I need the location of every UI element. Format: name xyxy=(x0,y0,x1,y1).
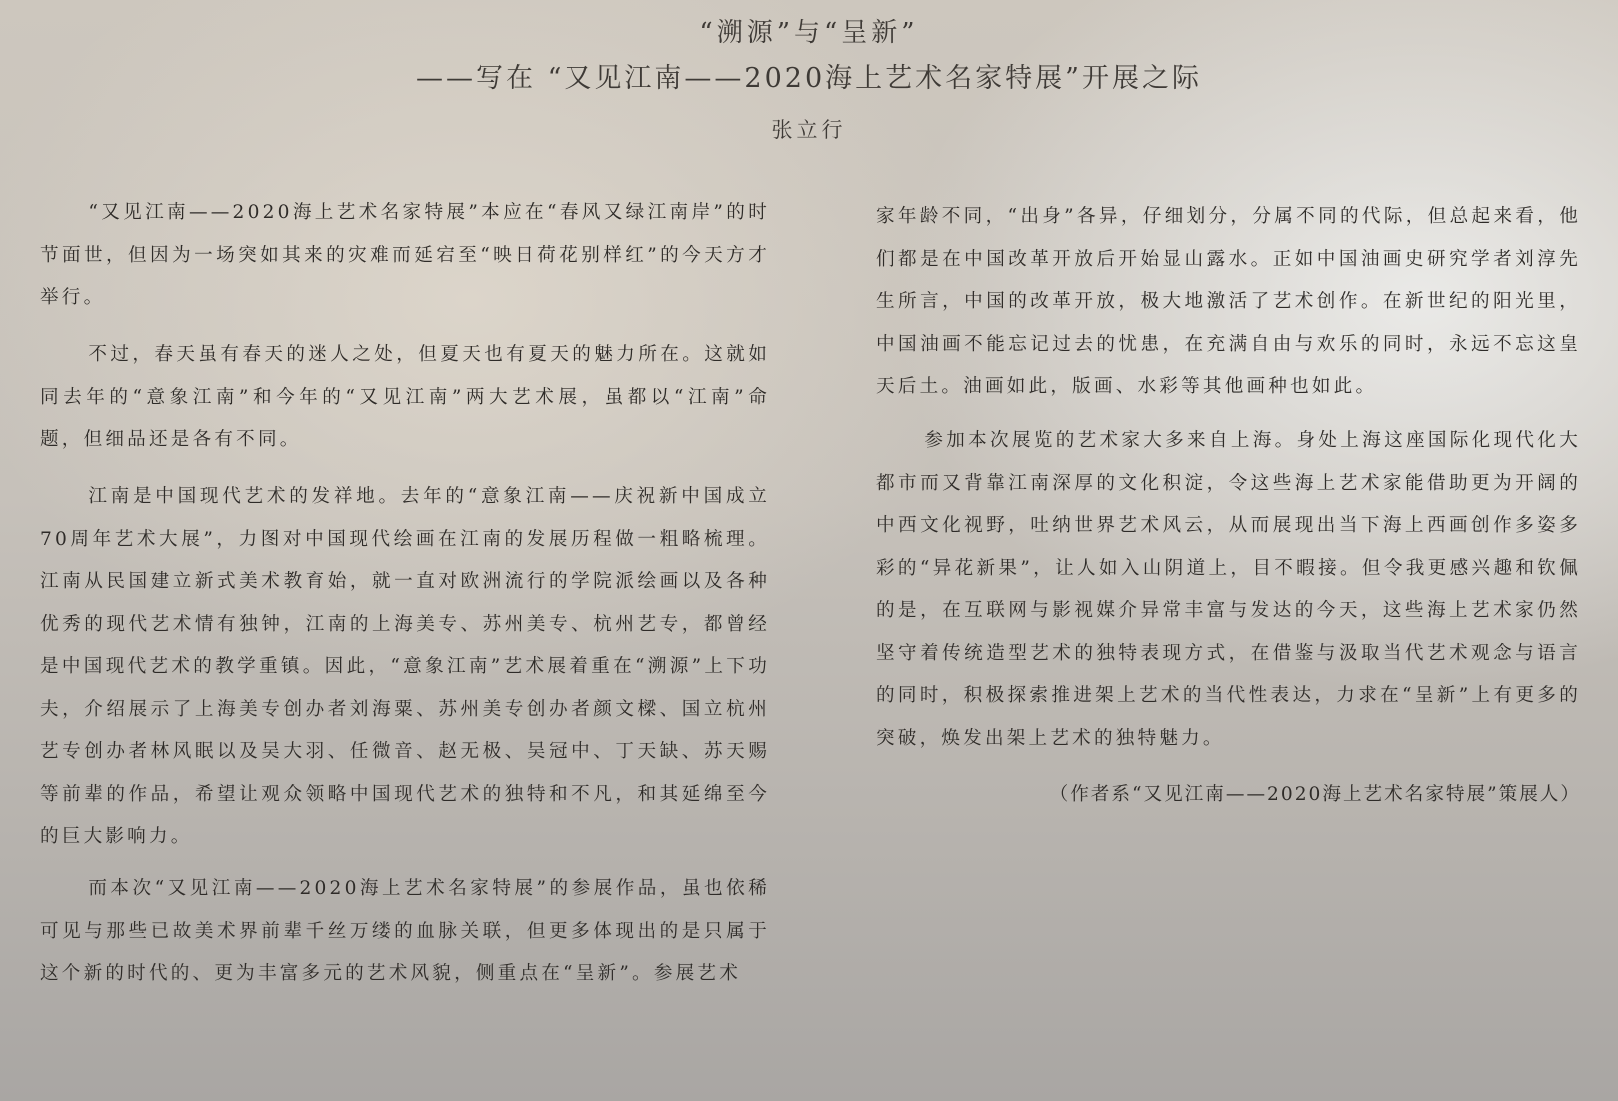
paragraph: 不过，春天虽有春天的迷人之处，但夏天也有夏天的魅力所在。这就如同去年的“意象江南”和今年的“又见江南”两大艺术展，虽都以“江南”命题，但细品还是各有不同。 xyxy=(40,344,770,450)
paragraph: 江南是中国现代艺术的发祥地。去年的“意象江南——庆祝新中国成立70周年艺术大展”，力图对中国现代绘画在江南的发展历程做一粗略梳理。江南从民国建立新式美术教育始，就一直对欧洲流行的学院派绘画以及各种优秀的现代艺术情有独钟，江南的上海美专、苏州美专、杭州艺专，都曾经是中国现代艺术的教学重镇。因此，“意象江南”艺术展着重在“溯源”上下功夫，介绍展示了上海美专创办者刘海粟、苏州美专创办者颜文樑、国立杭州艺专创办者林风眠以及吴大羽、任微音、赵无极、吴冠中、丁天缺、苏天赐等前辈的作品，希望让观众领略中国现代艺术的独特和不凡，和其延绵至今的巨大影响力。 xyxy=(40,486,770,847)
paragraph: 而本次“又见江南——2020海上艺术名家特展”的参展作品，虽也依稀可见与那些已故美术界前辈千丝万缕的血脉关联，但更多体现出的是只属于这个新的时代的、更为丰富多元的艺术风貌，侧重点在“呈新”。参展艺术 xyxy=(40,878,770,984)
author-credit: （作者系“又见江南——2020海上艺术名家特展”策展人） xyxy=(1049,784,1581,805)
article-subtitle: ——写在 “又见江南——2020海上艺术名家特展”开展之际 xyxy=(416,63,1202,94)
paragraph: 家年龄不同，“出身”各异，仔细划分，分属不同的代际，但总起来看，他们都是在中国改革开放后开始显山露水。正如中国油画史研究学者刘淳先生所言，中国的改革开放，极大地激活了艺术创作。在新世纪的阳光里，中国油画不能忘记过去的忧患，在充满自由与欢乐的同时，永远不忘这皇天后土。油画如此，版画、水彩等其他画种也如此。 xyxy=(876,206,1581,397)
article-author: 张立行 xyxy=(771,118,847,142)
paragraph: 参加本次展览的艺术家大多来自上海。身处上海这座国际化现代化大都市而又背靠江南深厚的文化积淀，令这些海上艺术家能借助更为开阔的中西文化视野，吐纳世界艺术风云，从而展现出当下海上西画创作多姿多彩的“异花新果”，让人如入山阴道上，目不暇接。但令我更感兴趣和钦佩的是，在互联网与影视媒介异常丰富与发达的今天，这些海上艺术家仍然坚守着传统造型艺术的独特表现方式，在借鉴与汲取当代艺术观念与语言的同时，积极探索推进架上艺术的当代性表达，力求在“呈新”上有更多的突破，焕发出架上艺术的独特魅力。 xyxy=(876,430,1581,749)
paragraph: “又见江南——2020海上艺术名家特展”本应在“春风又绿江南岸”的时节面世，但因为一场突如其来的灾难而延宕至“映日荷花别样红”的今天方才举行。 xyxy=(40,202,770,308)
article-title: “溯源”与“呈新” xyxy=(699,18,919,48)
